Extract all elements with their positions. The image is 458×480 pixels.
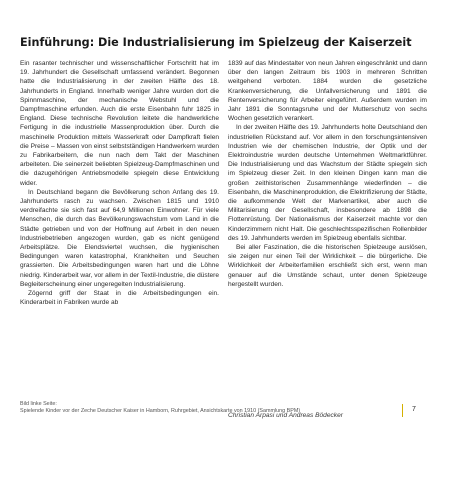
right-text-column — [228, 59, 427, 289]
paragraph: Ein rasanter technischer und wissenschaftlicher Fortschritt hat im 19. Jahrhundert die Gesellschaft umfassend verändert. Begonnen hatte die Industrialisierung in der zweiten Hälfte des 18. Jahrhunderts in England. Innerhalb weniger Jahre wurden dort die Spinnmaschine, der mechanische Webstuhl und die Dampfmaschine erfunden. Auch die erste Eisenbahn fuhr 1825 in England. Diese technische Revolution leitete die handwerkliche Fertigung in die industrielle Massenproduktion über. Durch die maschinelle Produktion mittels Wasserkraft oder Dampfkraft fielen die Preise – Massen von einst selbstständigen Handwerkern wurden zu Fabrikarbeitern, die nun nach dem Takt der Maschinen arbeiteten. Die seinerzeit beliebten Spielzeug-Dampfmaschinen und die dazugehörigen Antriebsmodelle spiegeln diese Entwicklung wider. — [20, 60, 219, 187]
paragraph: In Deutschland begann die Bevölkerung schon Anfang des 19. Jahrhunderts rasch zu wachsen. Zwischen 1815 und 1910 verdreifachte sie sich fast auf 64,9 Millionen Einwohner. Für viele Menschen, die durch das Bevölkerungswachstum vom Land in die Städte getrieben und von der Hoffnung auf Arbeit in den neuen Industriebetrieben angezogen wurden, gab es nicht genügend Arbeitsplätze. Die Elendsviertel wuchsen, die hygienischen Bedingungen waren katastrophal, Krankheiten und Seuchen grassierten. Die Arbeitsbedingungen waren hart und die Löhne niedrig. Kinderarbeit war, vor allem in der Textil-Industrie, die düstere Begleiterscheinung einer ungeregelten Industrialisierung. — [20, 188, 219, 288]
paragraph: 1839 auf das Mindestalter von neun Jahren eingeschränkt und dann über den langen Zeitraum bis 1903 in mehreren Schritten weitgehend verboten. 1884 wurden die gesetzliche Krankenversicherung, die Unfallversicherung und 1891 die Rentenversicherung für Arbeiter eingeführt. Außerdem wurden im Jahr 1891 die Sonntagsruhe und der Mutterschutz von sechs Wochen gesetzlich verankert. — [228, 60, 427, 123]
image-caption — [20, 401, 380, 416]
footer-divider — [402, 404, 403, 417]
author-credit: Christian Arpasi und Andreas Bödecker — [228, 412, 343, 419]
paragraph: Bei aller Faszination, die die historischen Spielzeuge auslösen, sie zeigen nur einen Teil der Wirklichkeit – die bürgerliche. Die Wirklichkeit der Arbeiterfamilien erschließt sich erst, wenn man genauer auf die Umstände schaut, unter denen Spielzeuge hergestellt wurden. — [228, 244, 427, 288]
page-title: Einführung: Die Industrialisierung im Spielzeug der Kaiserzeit — [20, 36, 412, 49]
paragraph: Zögernd griff der Staat in die Arbeitsbedingungen ein. Kinderarbeit in Fabriken wurde ab — [20, 290, 219, 307]
left-text-column — [20, 59, 219, 307]
caption-heading: Bild linke Seite: — [20, 401, 57, 407]
caption-text: Spielende Kinder vor der Zeche Deutscher Kaiser in Hamborn, Ruhrgebiet, Ansichtskarte von 1910 (Sammlung BPM) — [20, 408, 301, 415]
page-number: 7 — [412, 406, 416, 413]
paragraph: In der zweiten Hälfte des 19. Jahrhunderts holte Deutschland den industriellen Rückstand auf. Vor allem in den forschungsintensiven Industrien wie der chemischen Industrie, der Optik und der Elektroindustrie wurden deutsche Unternehmen Weltmarktführer. Die Industrialisierung und das Wachstum der Städte spiegeln sich im Spielzeug dieser Zeit. In den kleinen Dingen kann man die großen zeithistorischen Zusammenhänge wiederfinden – die Eisenbahn, die Maschinenproduktion, die Elektrifizierung der Städte, die aufkommende Welt der Markenartikel, aber auch die Militarisierung der Gesellschaft, insbesondere ab 1898 die Flottenrüstung. Der Nationalismus der Kaiserzeit machte vor den Kinderzimmern nicht Halt. Die geschlechtsspezifischen Rollenbilder des 19. Jahrhunderts werden im Spielzeug ebenfalls sichtbar. — [228, 124, 427, 242]
